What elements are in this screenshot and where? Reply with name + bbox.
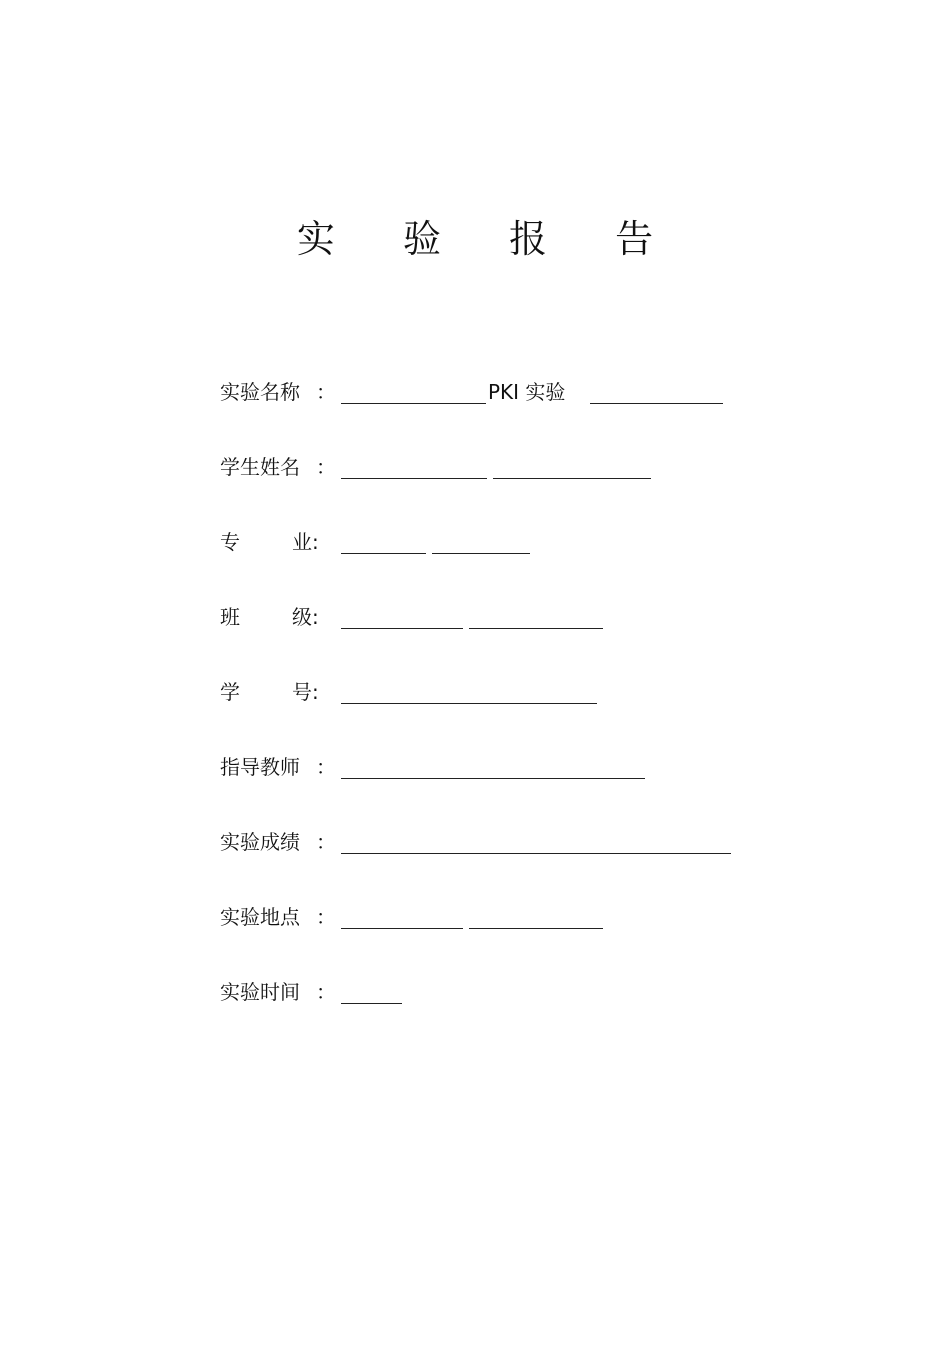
blank-line[interactable] bbox=[432, 553, 530, 554]
field-label: 指导教师 bbox=[220, 755, 300, 779]
field-label: 学生姓名 bbox=[220, 455, 300, 479]
blank-line[interactable] bbox=[341, 703, 597, 704]
blank-line[interactable] bbox=[341, 1003, 402, 1004]
field-colon: ： bbox=[316, 905, 336, 929]
blank-line[interactable] bbox=[341, 553, 426, 554]
blank-line[interactable] bbox=[341, 853, 731, 854]
field-colon: ： bbox=[316, 755, 336, 779]
field-label-last-char: 号 bbox=[292, 680, 312, 704]
blank-line[interactable] bbox=[590, 403, 723, 404]
blank-line[interactable] bbox=[341, 778, 645, 779]
field-colon: ： bbox=[316, 830, 336, 854]
field-value: PKI 实验 bbox=[488, 380, 566, 404]
blank-line[interactable] bbox=[341, 628, 463, 629]
blank-line[interactable] bbox=[341, 403, 486, 404]
field-label-first-char: 学 bbox=[220, 680, 240, 704]
blank-line[interactable] bbox=[341, 478, 487, 479]
field-label: 实验成绩 bbox=[220, 830, 300, 854]
field-label-last-char: 业 bbox=[292, 530, 312, 554]
field-colon: ： bbox=[316, 980, 336, 1004]
field-colon: : bbox=[312, 605, 319, 629]
blank-line[interactable] bbox=[469, 928, 603, 929]
blank-line[interactable] bbox=[469, 628, 603, 629]
field-label: 实验地点 bbox=[220, 905, 300, 929]
field-colon: ： bbox=[316, 380, 336, 404]
field-label: 实验名称 bbox=[220, 380, 300, 404]
field-label-first-char: 班 bbox=[220, 605, 240, 629]
blank-line[interactable] bbox=[493, 478, 651, 479]
document-title: 实 验 报 告 bbox=[296, 217, 682, 261]
field-colon: : bbox=[312, 530, 319, 554]
blank-line[interactable] bbox=[341, 928, 463, 929]
field-label: 实验时间 bbox=[220, 980, 300, 1004]
field-label-last-char: 级 bbox=[292, 605, 312, 629]
field-label-first-char: 专 bbox=[220, 530, 240, 554]
field-colon: : bbox=[312, 680, 319, 704]
field-colon: ： bbox=[316, 455, 336, 479]
